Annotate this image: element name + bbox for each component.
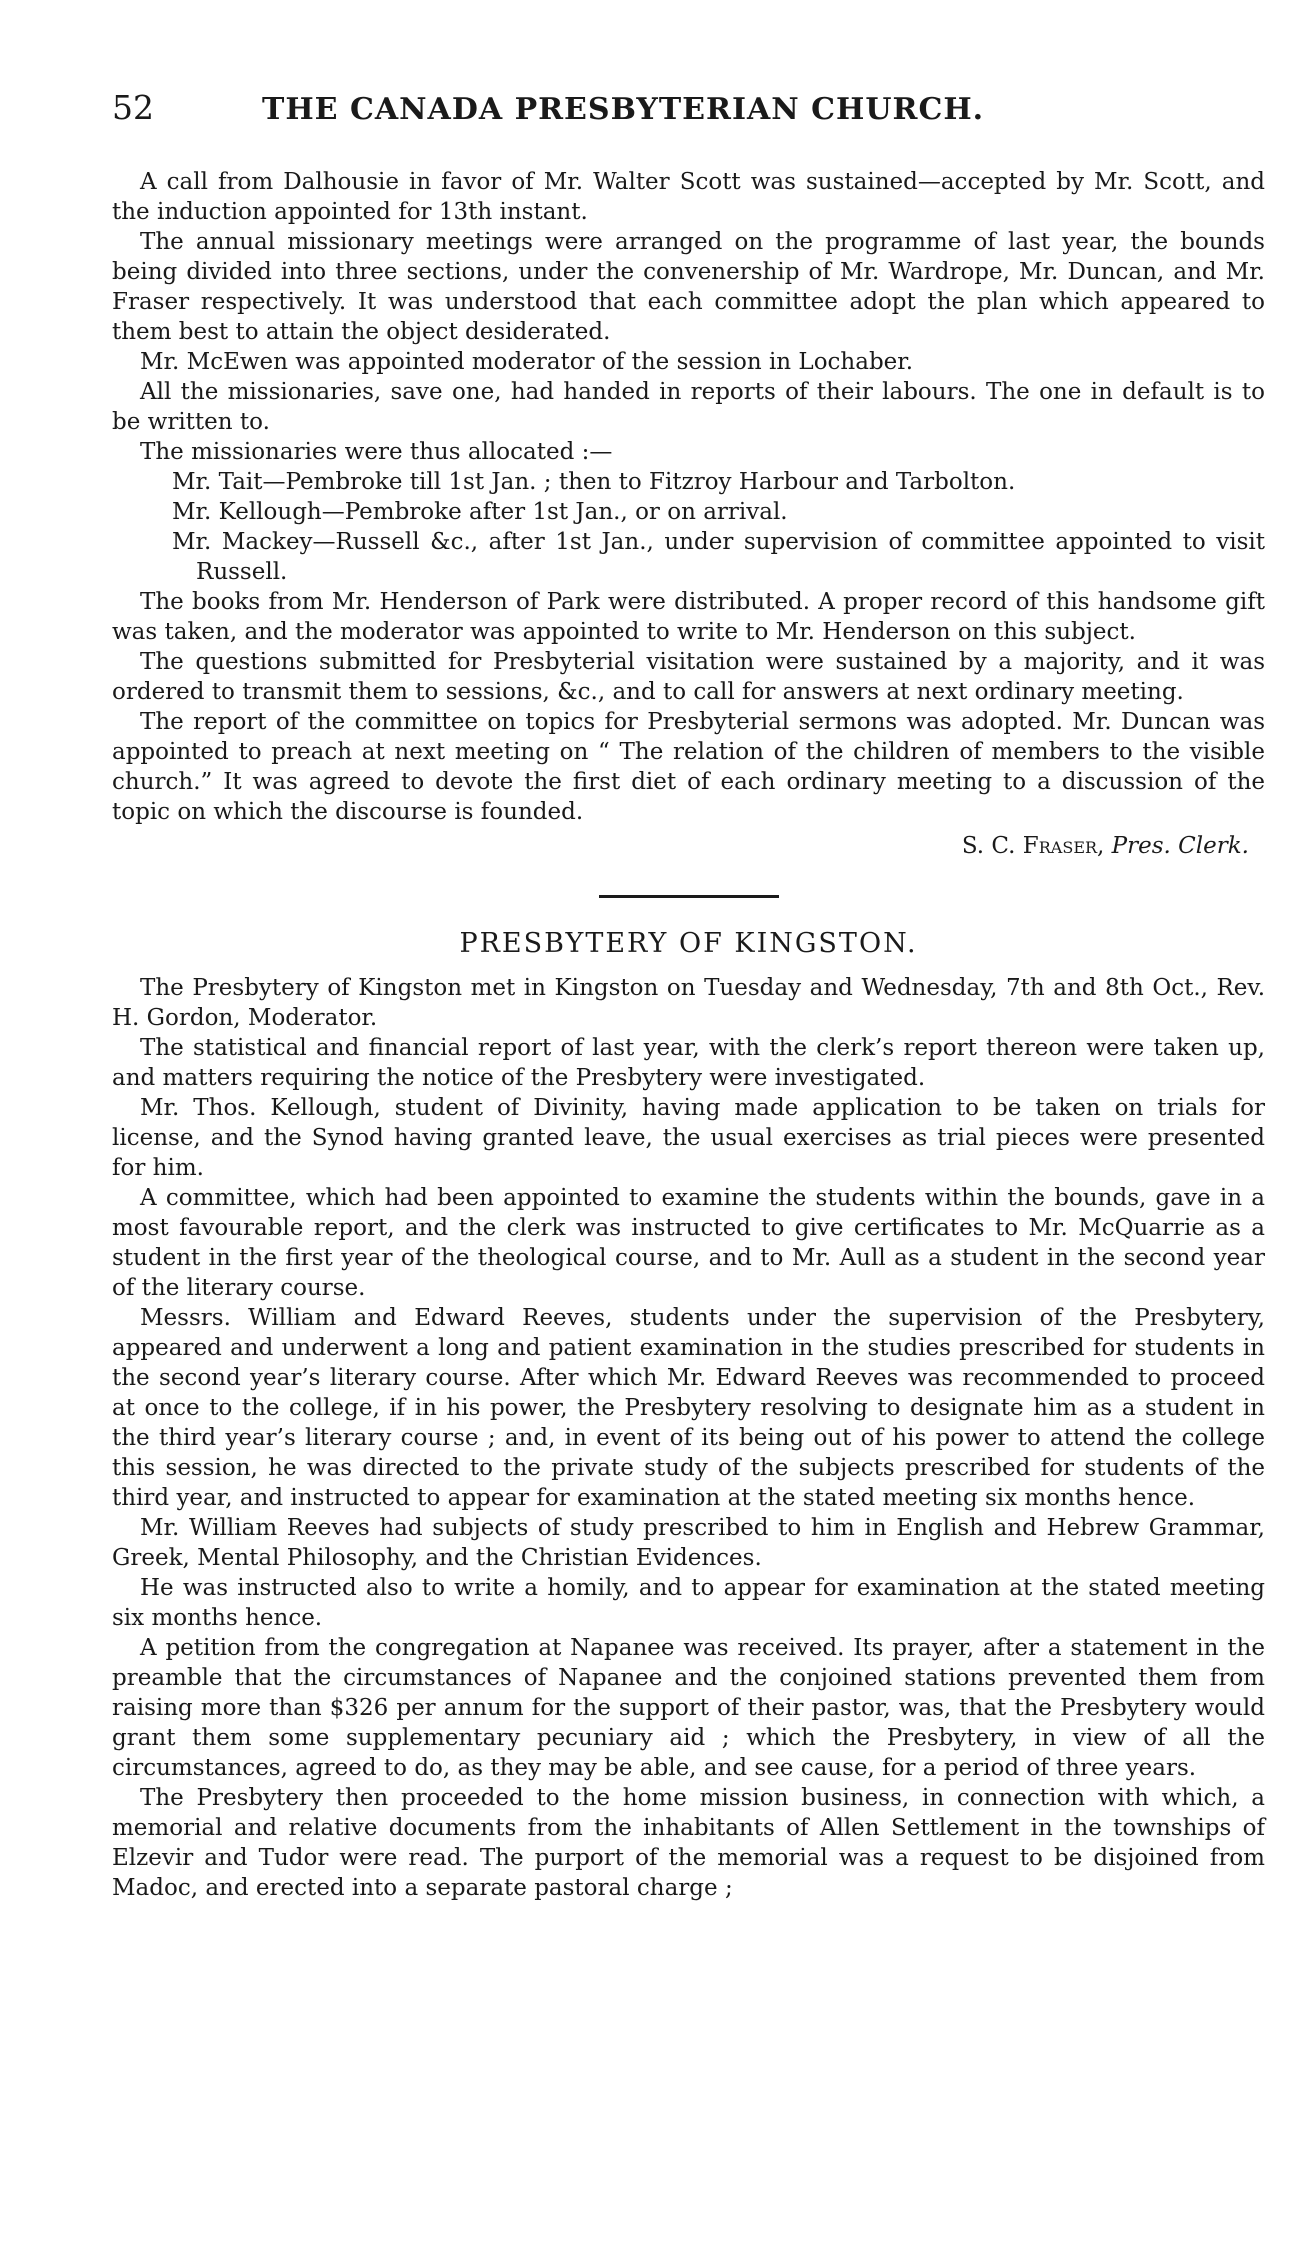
- clerk-signature: S. C. Fraser, Pres. Clerk.: [961, 833, 1249, 859]
- paragraph: A committee, which had been appointed to examine the students within the bounds, gave in a most favourable report, and the clerk was instructed to give certificates to Mr. McQuarrie as a student in the first year of the theological course, and to Mr. Aull as a student in the second year of the literary course.: [112, 1185, 1265, 1301]
- page-header: [112, 88, 1265, 127]
- paragraph: The Presbytery then proceeded to the home mission business, in connection with which, a memorial and relative documents from the inhabitants of Allen Settlement in the townships of Elzevir and Tudor were read. The purport of the memorial was a request to be disjoined from Madoc, and erected into a separate pastoral charge ;: [112, 1785, 1265, 1901]
- section-title: PRESBYTERY OF KINGSTON.: [459, 928, 918, 959]
- allocation-item: Mr. Tait—Pembroke till 1st Jan. ; then to Fitzroy Harbour and Tarbolton.: [172, 469, 1016, 495]
- paragraph: A call from Dalhousie in favor of Mr. Walter Scott was sustained—accepted by Mr. Scott, and the induction appointed for 13th instant.: [112, 169, 1265, 225]
- paragraph: The questions submitted for Presbyterial visitation were sustained by a majority, and it was ordered to transmit them to sessions, &c., and to call for answers at next ordinary meeting.: [112, 649, 1265, 705]
- allocation-item: Mr. Mackey—Russell &c., after 1st Jan., under supervision of committee appointed to visit Russell.: [172, 529, 1265, 585]
- section-dalhousie-minutes: [112, 167, 1265, 861]
- signature-initials: S. C.: [961, 833, 1016, 859]
- paragraph: Mr. Thos. Kellough, student of Divinity, having made application to be taken on trials for license, and the Synod having granted leave, the usual exercises as trial pieces were presented for him.: [112, 1095, 1265, 1181]
- paragraph: The Presbytery of Kingston met in Kingston on Tuesday and Wednesday, 7th and 8th Oct., Rev. H. Gordon, Moderator.: [112, 975, 1265, 1031]
- paragraph: The annual missionary meetings were arranged on the programme of last year, the bounds being divided into three sections, under the convenership of Mr. Wardrope, Mr. Duncan, and Mr. Fraser respectively. It was understood that each committee adopt the plan which appeared to them best to attain the object desiderated.: [112, 229, 1265, 345]
- paragraph: All the missionaries, save one, had handed in reports of their labours. The one in default is to be written to.: [112, 379, 1265, 435]
- section-presbytery-of-kingston: [112, 928, 1265, 1903]
- signature-title: Pres. Clerk.: [1111, 833, 1249, 859]
- paragraph: The books from Mr. Henderson of Park were distributed. A proper record of this handsome gift was taken, and the moderator was appointed to write to Mr. Henderson on this subject.: [112, 589, 1265, 645]
- paragraph: A petition from the congregation at Napanee was received. Its prayer, after a statement in the preamble that the circumstances of Napanee and the conjoined stations prevented them from raising more than $326 per annum for the support of their pastor, was, that the Presbytery would grant them some supplementary pecuniary aid ; which the Presbytery, in view of all the circumstances, agreed to do, as they may be able, and see cause, for a period of three years.: [112, 1635, 1265, 1781]
- signature-name: Fraser: [1022, 833, 1098, 859]
- running-head: THE CANADA PRESBYTERIAN CHURCH.: [262, 92, 985, 127]
- paragraph: Messrs. William and Edward Reeves, students under the supervision of the Presbytery, appeared and underwent a long and patient examination in the studies prescribed for students in the second year’s literary course. After which Mr. Edward Reeves was recommended to proceed at once to the college, if in his power, the Presbytery resolving to designate him as a student in the third year’s literary course ; and, in event of its being out of his power to attend the college this session, he was directed to the private study of the subjects prescribed for students of the third year, and instructed to appear for examination at the stated meeting six months hence.: [112, 1305, 1265, 1511]
- paragraph: Mr. McEwen was appointed moderator of the session in Lochaber.: [140, 349, 914, 375]
- paragraph: He was instructed also to write a homily, and to appear for examination at the stated meeting six months hence.: [112, 1575, 1265, 1631]
- missionary-allocations: [112, 467, 1265, 587]
- allocation-item: Mr. Kellough—Pembroke after 1st Jan., or on arrival.: [172, 499, 788, 525]
- section-divider: [599, 895, 779, 898]
- paragraph: The statistical and financial report of last year, with the clerk’s report thereon were taken up, and matters requiring the notice of the Presbytery were investigated.: [112, 1035, 1265, 1091]
- paragraph: Mr. William Reeves had subjects of study prescribed to him in English and Hebrew Grammar, Greek, Mental Philosophy, and the Christian Evidences.: [112, 1515, 1265, 1571]
- paragraph: The report of the committee on topics for Presbyterial sermons was adopted. Mr. Duncan was appointed to preach at next meeting on “ The relation of the children of members to the visible church.” It was agreed to devote the first diet of each ordinary meeting to a discussion of the topic on which the discourse is founded.: [112, 709, 1265, 825]
- page-number: 52: [112, 88, 154, 127]
- paragraph: The missionaries were thus allocated :—: [140, 439, 613, 465]
